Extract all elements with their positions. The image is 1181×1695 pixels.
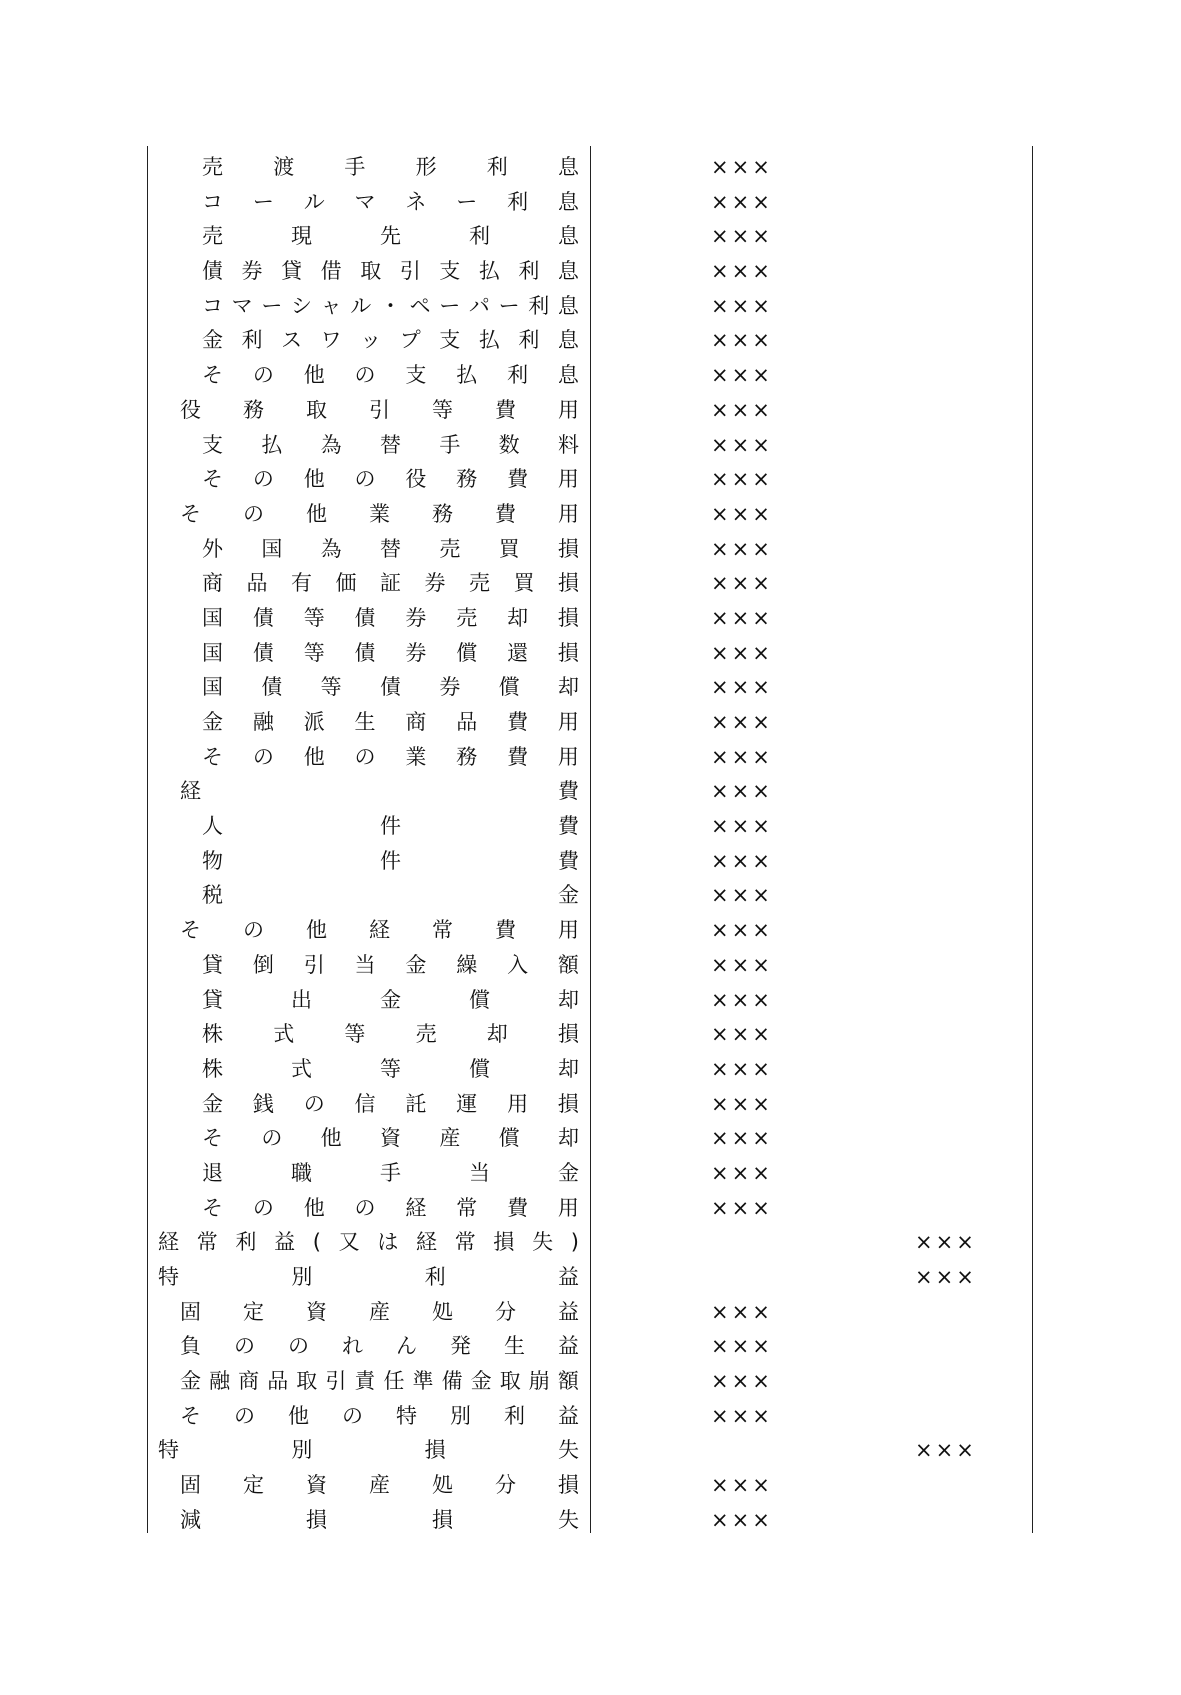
row-label: 役 務 取 引 等 費 用 [180, 397, 579, 422]
row-label: そ の 他 の 役 務 費 用 [202, 467, 579, 492]
statement-row [0, 878, 1181, 913]
row-label: 退 職 手 当 金 [202, 1160, 579, 1185]
row-label: 国 債 等 債 券 償 却 [202, 675, 579, 700]
statement-row [0, 1260, 1181, 1295]
statement-row [0, 1295, 1181, 1330]
row-label: そ の 他 の 業 務 費 用 [202, 744, 579, 769]
row-label: 商 品 有 価 証 券 売 買 損 [202, 571, 579, 596]
statement-row [0, 1399, 1181, 1434]
amount-detail: ××× [711, 640, 773, 665]
row-label: 金 融 派 生 商 品 費 用 [202, 710, 579, 734]
amount-detail: ××× [711, 710, 773, 734]
amount-detail: ××× [711, 1056, 773, 1081]
amount-detail: ××× [711, 467, 773, 492]
amount-detail: ××× [711, 363, 773, 388]
row-label: 債 券 貸 借 取 引 支 払 利 息 [202, 259, 579, 284]
row-label: 固 定 資 産 処 分 損 [180, 1473, 579, 1498]
statement-row [0, 1433, 1181, 1468]
amount-detail: ××× [711, 328, 773, 353]
row-label: 負 の の れ ん 発 生 益 [180, 1334, 579, 1359]
amount-detail: ××× [711, 432, 773, 457]
statement-row [0, 1191, 1181, 1226]
row-label: 株 式 等 償 却 [202, 1056, 579, 1081]
row-label: 貸 倒 引 当 金 繰 入 額 [202, 952, 579, 977]
statement-row [0, 1225, 1181, 1260]
amount-detail: ××× [711, 259, 773, 284]
amount-detail: ××× [711, 1091, 773, 1116]
statement-row [0, 913, 1181, 948]
statement-row [0, 1329, 1181, 1364]
statement-row [0, 1087, 1181, 1122]
amount-detail: ××× [711, 1403, 773, 1428]
statement-row [0, 532, 1181, 567]
amount-detail: ××× [711, 1473, 773, 1498]
row-label: 売 渡 手 形 利 息 [202, 155, 579, 179]
amount-total: ××× [915, 1438, 977, 1463]
row-label: 経 常 利 益 ( 又 は 経 常 損 失 ) [158, 1230, 579, 1255]
row-label: 特 別 利 益 [158, 1265, 579, 1289]
amount-detail: ××× [711, 744, 773, 769]
statement-row [0, 1364, 1181, 1399]
row-label: 国 債 等 債 券 売 却 損 [202, 605, 579, 630]
amount-detail: ××× [711, 814, 773, 839]
statement-row [0, 566, 1181, 601]
amount-detail: ××× [711, 1369, 773, 1394]
amount-detail: ××× [711, 155, 773, 179]
statement-row [0, 1017, 1181, 1052]
statement-row [0, 323, 1181, 358]
statement-row [0, 774, 1181, 809]
row-label: そ の 他 資 産 償 却 [202, 1126, 579, 1151]
statement-rows [0, 150, 1181, 1538]
amount-detail: ××× [711, 779, 773, 804]
statement-row [0, 254, 1181, 289]
row-label: そ の 他 の 特 別 利 益 [180, 1403, 579, 1428]
row-label: 金 融 商 品 取 引 責 任 準 備 金 取 崩 額 [180, 1369, 579, 1394]
statement-row [0, 1052, 1181, 1087]
statement-row [0, 983, 1181, 1018]
amount-detail: ××× [711, 224, 773, 249]
amount-detail: ××× [711, 1126, 773, 1151]
row-label: 人 件 費 [202, 814, 579, 839]
row-label: 売 現 先 利 息 [202, 224, 579, 249]
row-label: 国 債 等 債 券 償 還 損 [202, 640, 579, 665]
statement-row [0, 1468, 1181, 1503]
statement-row [0, 705, 1181, 740]
amount-detail: ××× [711, 918, 773, 943]
statement-row [0, 219, 1181, 254]
amount-detail: ××× [711, 536, 773, 561]
statement-row [0, 497, 1181, 532]
row-label: コ マ ー シ ャ ル ・ ペ ー パ ー 利 息 [202, 293, 579, 318]
statement-row [0, 150, 1181, 185]
amount-detail: ××× [711, 952, 773, 977]
row-label: 金 銭 の 信 託 運 用 損 [202, 1091, 579, 1116]
statement-row [0, 185, 1181, 220]
amount-detail: ××× [711, 571, 773, 596]
row-label: そ の 他 業 務 費 用 [180, 501, 579, 526]
statement-row [0, 1503, 1181, 1538]
row-label: 支 払 為 替 手 数 料 [202, 432, 579, 457]
row-label: 外 国 為 替 売 買 損 [202, 536, 579, 561]
row-label: コ ー ル マ ネ ー 利 息 [202, 189, 579, 214]
amount-detail: ××× [711, 1160, 773, 1185]
amount-detail: ××× [711, 501, 773, 526]
row-label: そ の 他 経 常 費 用 [180, 918, 579, 943]
amount-detail: ××× [711, 1022, 773, 1047]
amount-detail: ××× [711, 848, 773, 873]
amount-detail: ××× [711, 397, 773, 422]
row-label: 物 件 費 [202, 848, 579, 873]
statement-row [0, 1156, 1181, 1191]
statement-row [0, 809, 1181, 844]
statement-row [0, 601, 1181, 636]
amount-detail: ××× [711, 293, 773, 318]
amount-detail: ××× [711, 675, 773, 700]
row-label: 貸 出 金 償 却 [202, 987, 579, 1012]
statement-row [0, 1121, 1181, 1156]
row-label: 金 利 ス ワ ッ プ 支 払 利 息 [202, 328, 579, 353]
statement-row [0, 948, 1181, 983]
amount-detail: ××× [711, 883, 773, 908]
statement-row [0, 358, 1181, 393]
row-label: 経 費 [180, 779, 579, 804]
amount-detail: ××× [711, 987, 773, 1012]
amount-detail: ××× [711, 605, 773, 630]
statement-row [0, 844, 1181, 879]
row-label: 特 別 損 失 [158, 1438, 579, 1463]
statement-row [0, 740, 1181, 775]
amount-detail: ××× [711, 1334, 773, 1359]
statement-row [0, 462, 1181, 497]
statement-row [0, 636, 1181, 671]
amount-detail: ××× [711, 1507, 773, 1532]
row-label: そ の 他 の 支 払 利 息 [202, 363, 579, 388]
row-label: 税 金 [202, 883, 579, 908]
amount-detail: ××× [711, 1195, 773, 1220]
amount-detail: ××× [711, 1299, 773, 1324]
statement-row [0, 670, 1181, 705]
amount-detail: ××× [711, 189, 773, 214]
statement-row [0, 289, 1181, 324]
row-label: 減 損 損 失 [180, 1507, 579, 1532]
row-label: 株 式 等 売 却 損 [202, 1022, 579, 1047]
amount-total: ××× [915, 1265, 977, 1289]
statement-row [0, 393, 1181, 428]
row-label: そ の 他 の 経 常 費 用 [202, 1195, 579, 1220]
amount-total: ××× [915, 1230, 977, 1255]
row-label: 固 定 資 産 処 分 益 [180, 1299, 579, 1324]
statement-row [0, 428, 1181, 463]
